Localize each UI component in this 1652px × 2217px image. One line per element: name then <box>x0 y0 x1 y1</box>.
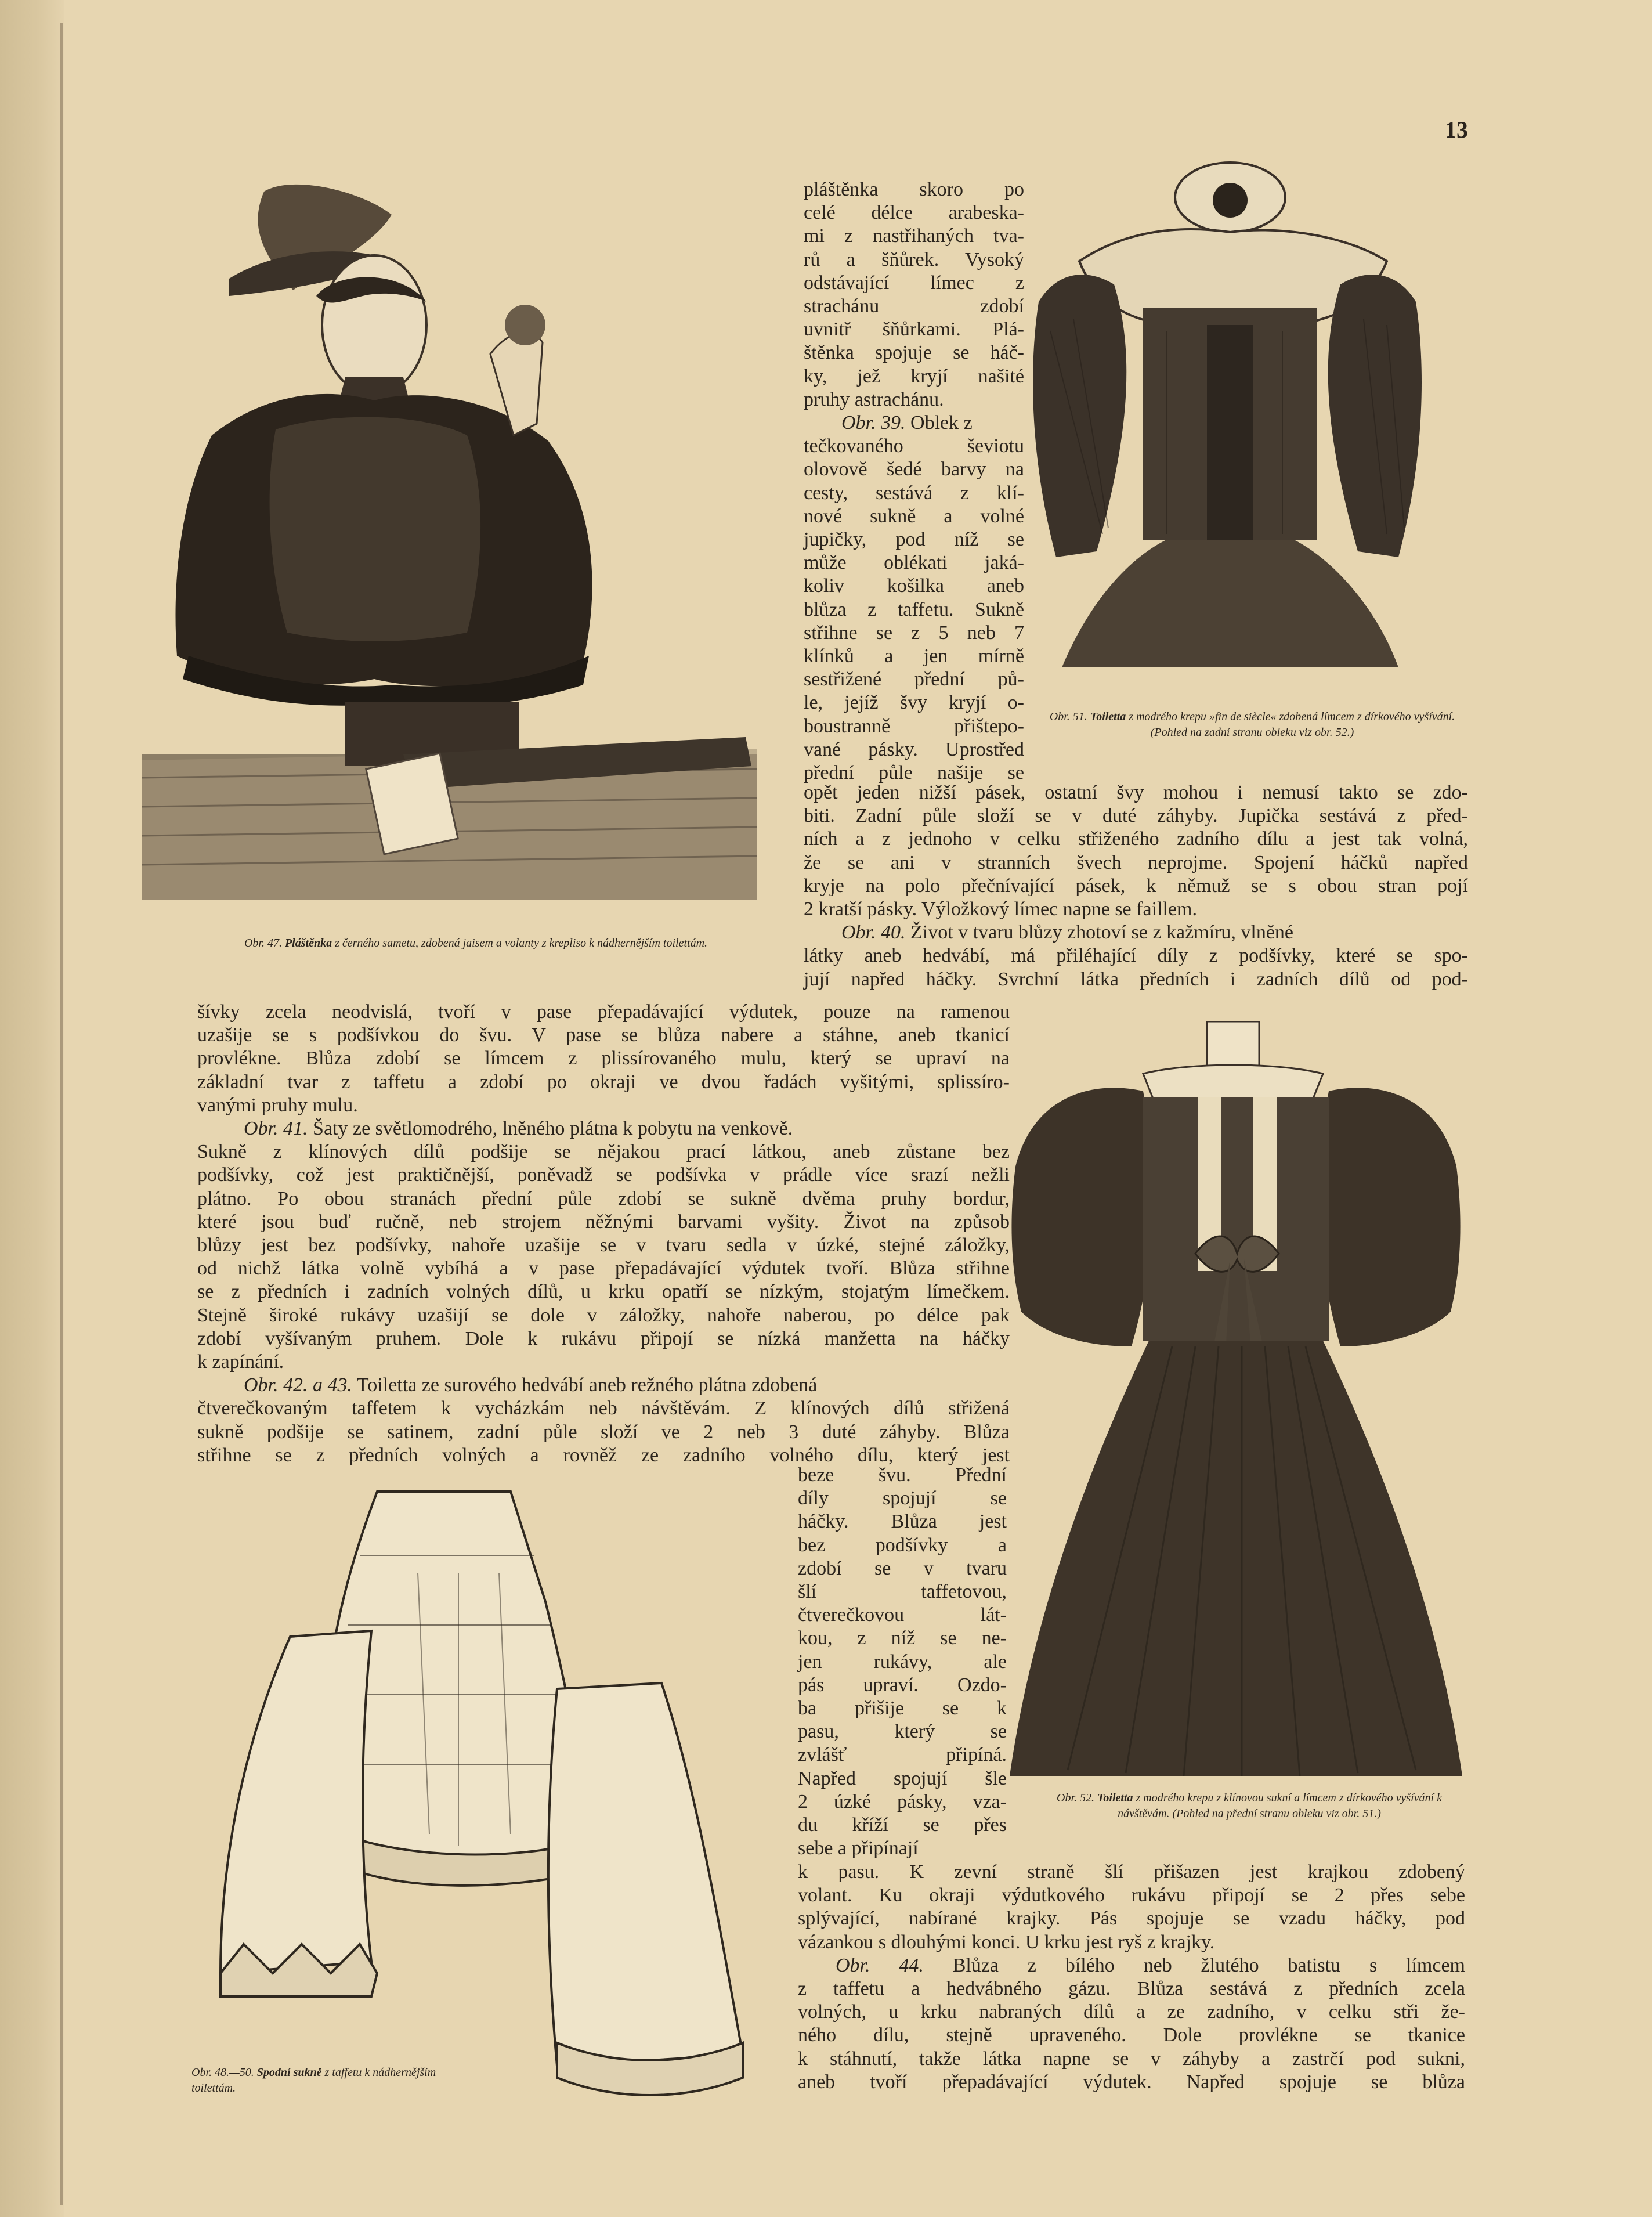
text-line: aneb tvoří přepadávající výdutek. Napřed spojuje se blůza <box>798 2071 1465 2093</box>
text-line: jují napřed háčky. Svrchní látka předních i zadních dílů od pod- <box>804 968 1468 990</box>
text-line <box>197 1117 1010 1140</box>
text-line <box>798 1954 1465 1977</box>
text-line: biti. Zadní půle složí se v duté záhyby. Jupička sestává z před- <box>804 805 1468 827</box>
text-line: splývající, nabírané krajky. Pás spojuje se vzadu háčky, pod <box>798 1908 1465 1930</box>
obr-41-label: Obr. 41. <box>244 1118 308 1140</box>
text-line: zvlášť připíná. <box>798 1744 1007 1766</box>
obr-44-label: Obr. 44. <box>836 1954 924 1976</box>
text-line: koliv košilka aneb <box>804 575 1024 597</box>
text-line: jen rukávy, ale <box>798 1651 1007 1673</box>
text-line: 2 kratší pásky. Výložkový límec napne se faillem. <box>804 898 1197 920</box>
text-line: ného dílu, stejně upraveného. Dole provlékne se tkanice <box>798 2024 1465 2046</box>
text-line: základní tvar z taffetu a zdobí po okraji ve dvou řadách vyšitými, splissíro- <box>197 1071 1010 1093</box>
text-line: Sukně z klínových dílů podšije se nějakou prací látkou, aneb zůstane bez <box>197 1141 1010 1163</box>
text-line <box>804 411 1024 435</box>
text-line: rů a šňůrek. Vysoký <box>804 248 1024 270</box>
text-line: čtverečkovou lát- <box>798 1604 1007 1626</box>
text-line: tečkovaného ševiotu <box>804 435 1024 457</box>
text-line: cesty, sestává z klí- <box>804 482 1024 504</box>
figure-51-illustration <box>1015 157 1433 667</box>
figure-52-title: Toiletta <box>1097 1792 1133 1804</box>
figure-51-text: z modrého krepu »fin de siècle« zdobená límcem z dírkového vyšívání. (Pohled na zadní stranu obleku viz obr. 52.) <box>1129 710 1455 739</box>
text-line: opět jeden nižší pásek, ostatní švy mohou i nemusí takto se zdo- <box>804 782 1468 803</box>
text-line: že se ani v stranních švech neprojme. Spojení háčků napřed <box>804 851 1468 873</box>
text-line: kryje na polo přečnívající pásek, k němuž se s obou stran pojí <box>804 875 1468 897</box>
text-line: přední půle našije se <box>804 762 1024 784</box>
figure-47-text: z černého sametu, zdobená jaisem a volanty z krepliso k nádhernějším toilettám. <box>335 937 708 949</box>
figure-51-title: Toiletta <box>1090 710 1126 723</box>
figure-48-50-illustration <box>186 1486 766 2124</box>
figure-52-caption <box>1032 1790 1467 1822</box>
obr-39-first-line: Oblek z <box>905 412 973 434</box>
figure-51-number: Obr. 51. <box>1049 710 1087 723</box>
text-line: které jsou buď ručně, neb strojem něžnými barvami vyšity. Život na způsob <box>197 1211 1010 1233</box>
text-line: sestřižené přední pů- <box>804 669 1024 691</box>
figure-51-caption <box>1049 709 1455 741</box>
text-line: le, jejíž švy kryjí o- <box>804 692 1024 714</box>
text-line: k stáhnutí, takže látka napne se v záhyby a zastrčí pod sukni, <box>798 2048 1465 2070</box>
obr-42-label: Obr. 42. a 43. <box>244 1374 353 1396</box>
figure-47-title: Pláštěnka <box>284 937 332 949</box>
text-line: pás upraví. Ozdo- <box>798 1674 1007 1696</box>
text-line: se z předních i zadních volných dílů, u krku opatří se nízkým, stojatým límečkem. <box>197 1281 1010 1303</box>
main-column <box>197 1001 1010 1467</box>
figure-47-illustration <box>142 180 757 900</box>
obr-41-first-line: Šaty ze světlomodrého, lněného plátna k pobytu na venkově. <box>308 1118 793 1140</box>
text-line <box>197 1374 1010 1397</box>
obr-44-first-line: Blůza z bílého neb žlutého batistu s límcem <box>923 1954 1465 1976</box>
figure-48-50-number: Obr. 48.—50. <box>191 2066 254 2079</box>
text-line: mi z nastřihaných tva- <box>804 225 1024 247</box>
text-line: boustranně přištepo- <box>804 715 1024 737</box>
text-line: střihne se z předních volných a rovněž ze zadního volného dílu, který jest <box>197 1444 1010 1466</box>
obr-42-first-line: Toiletta ze surového hedvábí aneb režného plátna zdobená <box>352 1374 818 1396</box>
text-line: jupičky, pod níž se <box>804 529 1024 551</box>
text-line: volných, u krku nabraných dílů a ze zadního, v celku stři že- <box>798 2001 1465 2023</box>
figure-47-number: Obr. 47. <box>244 937 282 949</box>
obr-39-label: Obr. 39. <box>841 412 906 434</box>
text-line: látky aneb hedvábí, má přiléhající díly z podšívky, které se spo- <box>804 945 1468 967</box>
text-line: volant. Ku okraji výdutkového rukávu připojí se 2 přes sebe <box>798 1884 1465 1907</box>
text-line: podšívky, což jest praktičnější, poněvadž se podšívka v prádle více srazí nežli <box>197 1164 1010 1186</box>
text-line: zdobí se v tvaru <box>798 1557 1007 1579</box>
figure-52-number: Obr. 52. <box>1057 1792 1095 1804</box>
text-line: štěnka spojuje se háč- <box>804 342 1024 364</box>
text-line: sukně podšije se satinem, zadní půle složí ve 2 neb 3 duté záhyby. Blůza <box>197 1421 1010 1443</box>
text-line: čtverečkovaným taffetem k vycházkám neb návštěvám. Z klínových dílů střižená <box>197 1398 1010 1420</box>
page-number: 13 <box>1445 117 1468 143</box>
text-line: blůzy jest bez podšívky, nahoře uzašije se v tvaru sedla v úzké, stejné záložky, <box>197 1234 1010 1256</box>
text-line: nové sukně a volné <box>804 505 1024 527</box>
text-line: bez podšívky a <box>798 1534 1007 1556</box>
text-line: plátno. Po obou stranách přední půle zdobí se sukně dvěma pruhy bordur, <box>197 1187 1010 1209</box>
figure-47-caption <box>162 936 789 951</box>
text-line: klínků a jen mírně <box>804 645 1024 667</box>
text-line: blůza z taffetu. Sukně <box>804 598 1024 620</box>
text-line: vázankou s dlouhými konci. U krku jest ryš z krajky. <box>798 1931 1215 1953</box>
figure-48-50-caption <box>191 2065 470 2096</box>
text-line: vanými pruhy mulu. <box>197 1094 358 1116</box>
text-line: kou, z níž se ne- <box>798 1627 1007 1649</box>
text-line <box>804 921 1468 944</box>
text-line: ky, jež kryjí našité <box>804 365 1024 387</box>
text-line: sebe a připínají <box>798 1837 919 1859</box>
text-line: pláštěnka skoro po <box>804 179 1024 200</box>
text-line: strachánu zdobí <box>804 295 1024 317</box>
text-line: ba přišije se k <box>798 1698 1007 1720</box>
gutter-shadow-line <box>60 23 63 2205</box>
text-line: šlí taffetovou, <box>798 1581 1007 1603</box>
text-line: olovově šedé barvy na <box>804 458 1024 481</box>
text-line: díly spojují se <box>798 1487 1007 1510</box>
wide-column-1 <box>804 781 1468 991</box>
figure-52-illustration <box>998 1021 1474 1776</box>
text-line: beze švu. Přední <box>798 1464 1007 1486</box>
obr-40-first-line: Život v tvaru blůzy zhotoví se z kažmíru, vlněné <box>905 922 1294 944</box>
text-line: odstávající límec z <box>804 272 1024 294</box>
text-line: celé délce arabeska- <box>804 202 1024 224</box>
text-line: Napřed spojují šle <box>798 1767 1007 1789</box>
bottom-right-column <box>798 1861 1465 2094</box>
figure-48-50-title: Spodní sukně <box>256 2066 322 2079</box>
text-line: od nichž látka volně vybíhá a v pase přepadávající výdutek tvoří. Blůza střihne <box>197 1258 1010 1280</box>
text-line: ních a z jednoho v celku střiženého zadního dílu a jest tak volná, <box>804 828 1468 850</box>
text-line: uvnitř šňůrkami. Plá- <box>804 319 1024 341</box>
text-line: uzašije se s podšívkou do švu. V pase se blůza nabere a stáhne, aneb tkanicí <box>197 1024 1010 1046</box>
text-line: k pasu. K zevní straně šlí přišazen jest krajkou zdobený <box>798 1861 1465 1883</box>
obr-40-label: Obr. 40. <box>841 922 906 944</box>
text-line: Stejně široké rukávy uzašijí se dole v záložky, nahoře naberou, po délce pak <box>197 1304 1010 1326</box>
text-line: k zapínání. <box>197 1351 284 1373</box>
narrow-column-2 <box>798 1464 1007 1860</box>
text-line: zdobí vyšívaným pruhem. Dole k rukávu připojí se nízká manžetta na háčky <box>197 1327 1010 1349</box>
figure-48-50-text: z taffetu k nádhernějším toilettám. <box>191 2066 436 2095</box>
binding-gutter <box>0 0 64 2217</box>
text-line: du kříží se přes <box>798 1814 1007 1836</box>
figure-52-text: z modrého krepu z klínovou sukní a límcem z dírkového vyšívání k návštěvám. (Pohled na přední stranu obleku viz obr. 51.) <box>1118 1792 1442 1820</box>
text-line: šívky zcela neodvislá, tvoří v pase přepadávající výdutek, pouze na ramenou <box>197 1001 1010 1023</box>
narrow-column-1 <box>804 178 1024 785</box>
text-line: pasu, který se <box>798 1721 1007 1743</box>
text-line: vané pásky. Uprostřed <box>804 738 1024 760</box>
text-line: háčky. Blůza jest <box>798 1511 1007 1533</box>
text-line: 2 úzké pásky, vza- <box>798 1790 1007 1812</box>
text-line: provlékne. Blůza zdobí se límcem z plissírovaného mulu, který se upraví na <box>197 1048 1010 1070</box>
text-line: pruhy astrachánu. <box>804 388 944 410</box>
text-line: může oblékati jaká- <box>804 552 1024 574</box>
text-line: z taffetu a hedvábného gázu. Blůza sestává z předních zcela <box>798 1978 1465 2000</box>
text-line: střihne se z 5 neb 7 <box>804 622 1024 644</box>
